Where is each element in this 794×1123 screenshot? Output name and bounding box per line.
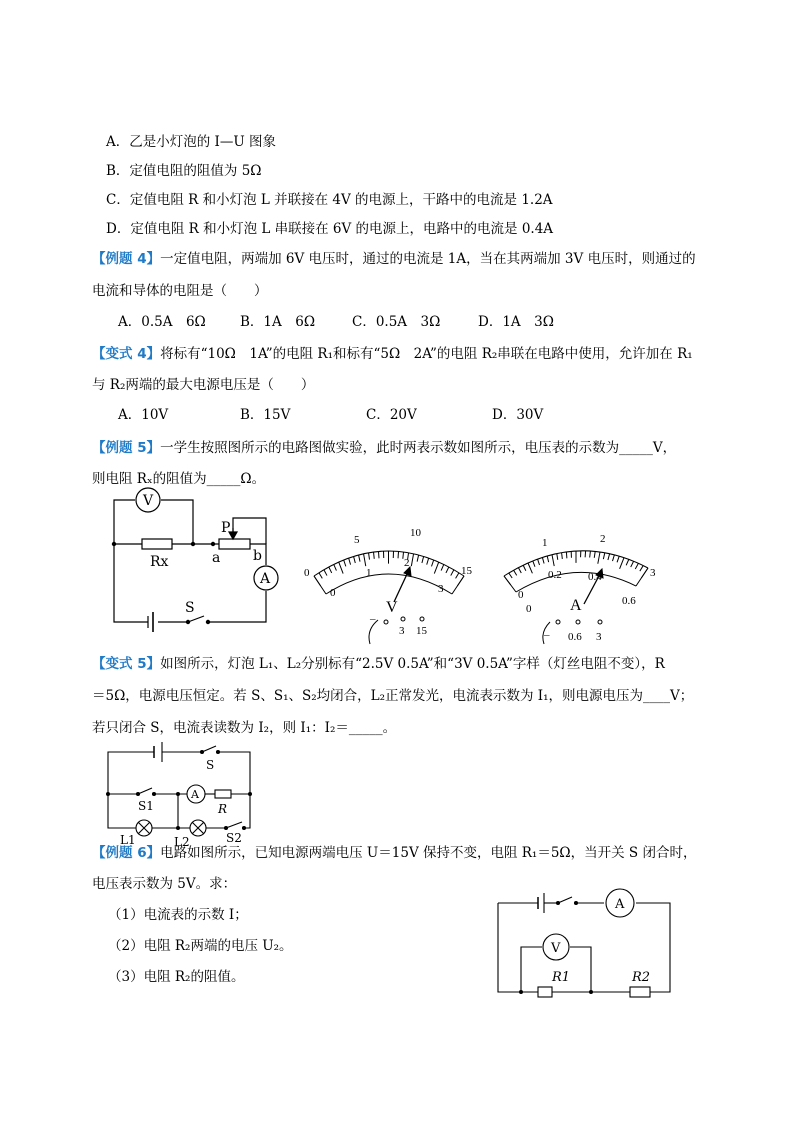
example-6-circuit [494,888,676,996]
dial-tick [641,568,648,578]
a-terminal-06: 0.6 [568,631,582,643]
variant-4-options [118,406,543,424]
v5-switch-s1-label: S1 [138,799,154,813]
dial-tick [434,562,438,573]
v-upper-tick-5: 5 [354,534,360,546]
dial-tick [369,553,370,560]
v5-ammeter-label: A [191,788,199,801]
slider-label: P [221,520,231,536]
dial-tick [324,570,327,576]
dial-tick [451,570,454,576]
dial-tick [608,554,610,560]
dial-tick [631,561,634,567]
dial-tick [603,553,604,559]
dial-tick [626,559,629,565]
a-lower-tick-02: 0.2 [548,569,562,581]
dial-tick [334,564,337,570]
a-terminal-neg: – [544,629,550,641]
variant-4-line-1 [92,345,693,363]
dial-tick [514,570,517,575]
dial-tick [354,556,356,563]
a-dial-symbol: A [570,597,582,614]
a-lower-tick-06: 0.6 [622,595,636,607]
dial-tick [441,564,444,570]
v5-lamp2-label: L2 [174,835,190,849]
rx-label: Rx [150,554,169,570]
variant-4-line-2: 与 R₂两端的最大电源电压是（ ） [92,377,315,393]
dial-tick [509,573,512,578]
example-6-line-2: 电压表示数为 5V。求： [92,876,237,892]
end-b-label: b [253,548,262,564]
dial-tick [364,554,366,566]
dial-tick [432,560,434,566]
dial-tick [329,567,332,573]
v5-resistor-label: R [218,802,228,816]
dial-tick [547,556,548,562]
v-terminal-15: 15 [416,625,427,637]
example-4-line-1 [92,250,696,268]
example-4-tag: 【例题 4】 [92,251,161,267]
dial-tick [314,576,321,586]
dial-tick [590,551,591,557]
example-5-text-1: 一学生按照图所示的电路图做实验，此时两表示数如图所示，电压表的示数为_____V， [160,440,677,456]
v-terminal-neg: – [370,613,376,625]
dial-tick [640,566,643,572]
dial-tick [344,560,346,566]
example-4-option-a: A．0.5A 6Ω [118,314,206,330]
a-upper-tick-1: 1 [542,537,548,549]
v-lower-tick-3: 3 [438,583,444,595]
variant-4-text-1: 将标有“10Ω 1A”的电阻 R₁和标有“5Ω 2A”的电阻 R₂串联在电路中使用，允许加在 R₁ [160,346,693,362]
dial-tick [374,552,375,559]
a-upper-tick-2: 2 [600,533,606,545]
ammeter-label: A [260,571,271,587]
dial-tick [594,551,595,557]
dial-tick [612,555,614,561]
ex6-ammeter-label: A [615,897,625,912]
example-5-line-2: 则电阻 Rₓ的阻值为_____Ω。 [92,471,266,487]
example-5-circuit [108,484,288,634]
dial-tick [635,563,638,569]
example-4-options [118,313,554,331]
variant-5-line-2: ＝5Ω，电源电压恒定。若 S、S₁、S₂均闭合，L₂正常发光，电流表示数为 I₁，则电源电压为____V； [92,688,694,704]
variant-5-text-1: 如图所示，灯泡 L₁、L₂分别标有“2.5V 0.5A”和“3V 0.5A”字样（灯丝电阻不变），R [160,656,665,672]
v-upper-tick-15: 15 [461,565,472,577]
v-lower-tick-2: 2 [404,557,410,569]
resistor-rx [142,539,172,549]
v-lower-tick-0: 0 [330,587,336,599]
dial-tick [617,556,619,562]
example-6-sub-2: （2）电阻 R₂两端的电压 U₂。 [108,938,293,954]
dial-tick [528,563,532,573]
dial-tick [417,555,418,562]
a-lower-tick-0: 0 [526,603,532,615]
dial-tick [552,555,554,566]
dial-tick [538,559,540,565]
example-6-text-1: 电路如图所示，已知电源两端电压 U＝15V 保持不变，电阻 R₁＝5Ω，当开关 S 闭合时， [160,845,697,861]
dial-tick [422,556,424,563]
dial-tick [411,554,413,566]
option-d: D．定值电阻 R 和小灯泡 L 串联接在 6V 的电源上，电路中的电流是 0.4A [106,221,554,237]
dial-tick [339,562,343,573]
variant-4-option-b: B．15V [240,407,291,423]
voltmeter-dial [296,526,486,646]
example-6-tag: 【例题 6】 [92,845,161,861]
dial-tick [504,576,511,585]
v-terminal-3: 3 [399,625,405,637]
dial-tick [427,558,429,564]
variant-5-line-3: 若只闭合 S，电流表读数为 I₂，则 I₁：I₂＝_____。 [92,720,397,736]
dial-tick [359,555,360,562]
dial-tick [620,558,624,569]
dial-tick [456,573,459,579]
dial-tick [518,568,521,573]
dial-tick [349,558,351,564]
a-upper-tick-0: 0 [518,589,524,601]
variant-5-tag: 【变式 5】 [92,656,161,672]
option-c: C．定值电阻 R 和小灯泡 L 并联接在 4V 的电源上，干路中的电流是 1.2A [106,192,553,208]
ex6-voltmeter-label: V [551,941,561,956]
variant-5-line-1 [92,655,665,673]
example-4-option-b: B．1A 6Ω [240,314,316,330]
v5-switch-s2-label: S2 [226,831,242,845]
v5-lamp1-label: L1 [120,833,136,847]
v-upper-tick-0: 0 [304,567,310,579]
dial-tick [533,561,535,567]
option-a: A．乙是小灯泡的 I—U 图象 [106,134,277,150]
voltmeter-label: V [143,493,154,509]
ammeter-dial [496,526,666,646]
example-4-text-1: 一定值电阻，两端加 6V 电压时，通过的电流是 1A，当在其两端加 3V 电压时，则通过的 [160,251,696,267]
example-4-option-d: D．1A 3Ω [478,314,554,330]
v-dial-symbol: V [386,599,398,616]
dial-tick [542,557,544,563]
dial-tick [523,565,526,571]
dial-tick [557,554,558,560]
ex6-r1-label: R1 [552,970,571,985]
example-6-sub-3: （3）电阻 R₂的阻值。 [108,969,245,985]
example-4-option-c: C．0.5A 3Ω [352,314,441,330]
dial-tick [598,552,600,564]
variant-4-option-a: A．10V [118,407,169,423]
example-6-sub-1: （1）电流表的示数 I； [108,907,248,923]
a-upper-tick-3: 3 [650,567,656,579]
a-lower-tick-04: 0.4 [588,571,602,583]
variant-4-option-c: C．20V [366,407,417,423]
rheostat [219,539,250,549]
variant-4-tag: 【变式 4】 [92,346,161,362]
dial-tick [319,573,322,579]
dial-tick [457,576,464,586]
example-5-tag: 【例题 5】 [92,440,161,456]
example-4-line-2: 电流和导体的电阻是（ ） [92,283,268,299]
example-5-line-1 [92,439,676,457]
a-terminal-3: 3 [596,631,602,643]
v-upper-tick-10: 10 [410,527,421,539]
dial-tick [562,553,563,559]
dial-tick [446,567,449,573]
option-b: B．定值电阻的阻值为 5Ω [106,163,262,179]
v5-switch-s-label: S [206,758,215,772]
ex6-r2-label: R2 [632,970,651,985]
variant-5-circuit [102,738,262,848]
variant-4-option-d: D．30V [492,407,544,423]
switch-label: S [185,600,195,616]
end-a-label: a [212,550,221,566]
example-6-line-1 [92,844,696,862]
v-lower-tick-1: 1 [366,567,372,579]
